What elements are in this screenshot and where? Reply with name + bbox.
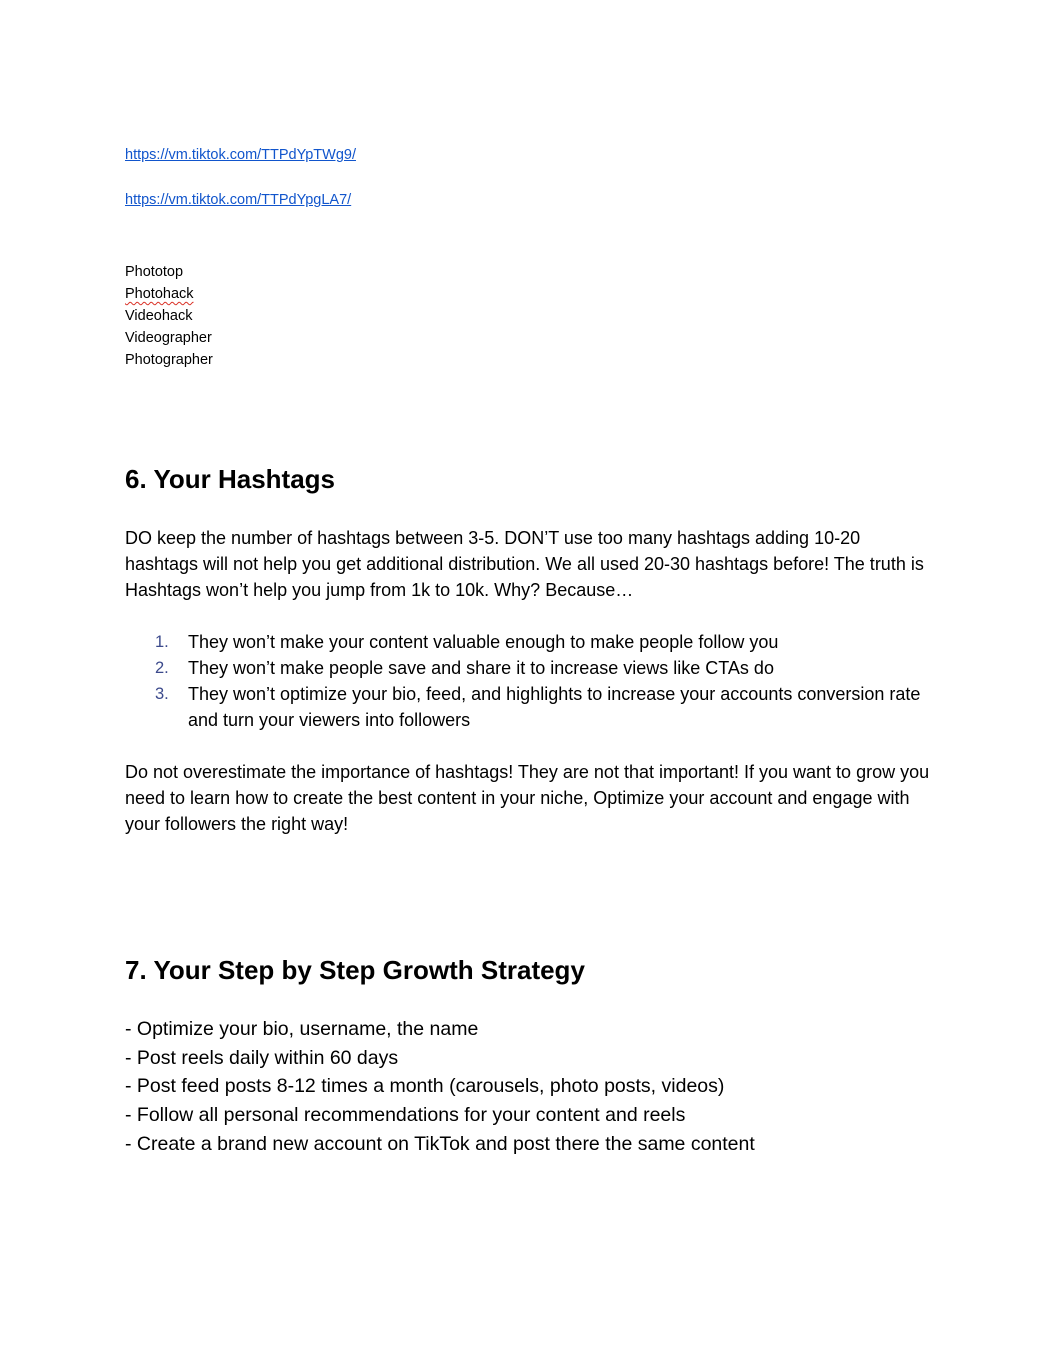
list-item-number: 2. — [155, 659, 169, 677]
growth-step: - Create a brand new account on TikTok and post there the same content — [125, 1132, 755, 1155]
tiktok-link-2[interactable]: https://vm.tiktok.com/TTPdYpgLA7/ — [125, 192, 352, 208]
growth-steps-list — [125, 1015, 755, 1159]
hashtag-word: Phototop — [125, 264, 184, 280]
section-6-heading: 6. Your Hashtags — [125, 464, 335, 494]
list-item — [125, 629, 935, 655]
hashtag-word-list — [125, 261, 213, 371]
tiktok-link-1[interactable]: https://vm.tiktok.com/TTPdYpTWg9/ — [125, 147, 356, 163]
list-item-number: 1. — [155, 633, 169, 651]
growth-step: - Optimize your bio, username, the name — [125, 1018, 479, 1040]
section-6-closing-paragraph: Do not overestimate the importance of hashtags! They are not that important! If you want to grow you need to learn how to create the best content in your niche, Optimize your account and engage with your followers the right way! — [125, 762, 930, 834]
growth-step: - Post reels daily within 60 days — [125, 1046, 399, 1069]
list-item-number: 3. — [155, 685, 169, 703]
list-item — [125, 681, 935, 733]
section-7-heading: 7. Your Step by Step Growth Strategy — [125, 955, 585, 985]
list-item-text: They won’t optimize your bio, feed, and highlights to increase your accounts conversion rate and turn your viewers into followers — [188, 684, 921, 730]
hashtag-word: Videohack — [125, 308, 193, 324]
list-item-text: They won’t make your content valuable enough to make people follow you — [188, 632, 779, 652]
hashtag-word-misspelled: Photohack — [125, 286, 194, 302]
hashtag-word: Photographer — [125, 352, 213, 368]
list-item-text: They won’t make people save and share it to increase views like CTAs do — [188, 658, 774, 678]
list-item — [125, 655, 935, 681]
growth-step: - Post feed posts 8-12 times a month (carousels, photo posts, videos) — [125, 1075, 725, 1098]
hashtag-word: Videographer — [125, 330, 212, 346]
growth-step: - Follow all personal recommendations for your content and reels — [125, 1104, 686, 1127]
hashtag-reasons-list — [125, 629, 935, 733]
section-6-intro-paragraph: DO keep the number of hashtags between 3-5. DON’T use too many hashtags adding 10-20 hashtags will not help you get additional distribution. We all used 20-30 hashtags before! The truth is Hashtags won’t help you jump from 1k to 10k. Why? Because… — [125, 528, 924, 600]
